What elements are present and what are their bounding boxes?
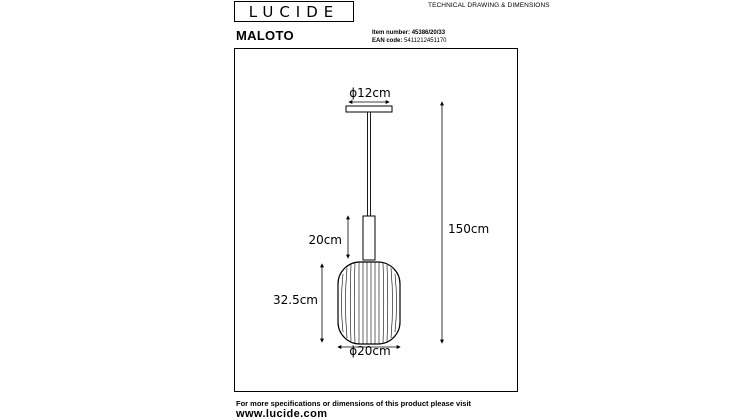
technical-drawing — [234, 48, 518, 392]
ean-code-label: EAN code: — [372, 38, 403, 44]
shade-height-dimension — [273, 264, 322, 342]
document-title: TECHNICAL DRAWING & DIMENSIONS — [428, 2, 550, 9]
neck-height-label: 20cm — [308, 233, 342, 247]
socket-neck — [363, 216, 375, 260]
lucide-logo — [234, 1, 354, 22]
product-name: MALOTO — [236, 28, 294, 43]
shade-height-label: 32.5cm — [272, 293, 318, 307]
cable — [368, 112, 371, 216]
total-height-dimension — [442, 102, 494, 343]
shade-diameter-dimension — [338, 344, 400, 358]
item-number-value: 45386/20/33 — [411, 30, 446, 36]
footer-note: For more specifications or dimensions of this product please visit — [236, 399, 472, 408]
website-link[interactable]: www.lucide.com — [236, 408, 328, 420]
product-meta — [372, 29, 447, 45]
logo-text: LUCIDE — [248, 3, 340, 21]
ean-code-value: 5411212451170 — [404, 38, 447, 44]
canopy-diameter-dimension — [349, 86, 391, 102]
shade-diameter-label: ϕ20cm — [349, 344, 391, 358]
item-number-label: Item number: — [372, 30, 411, 36]
canopy-diameter-label: ϕ12cm — [349, 86, 391, 100]
neck-height-dimension — [308, 216, 348, 258]
ribbed-glass-shade — [338, 262, 400, 344]
canopy — [346, 106, 392, 112]
total-height-label: 150cm — [448, 222, 490, 236]
